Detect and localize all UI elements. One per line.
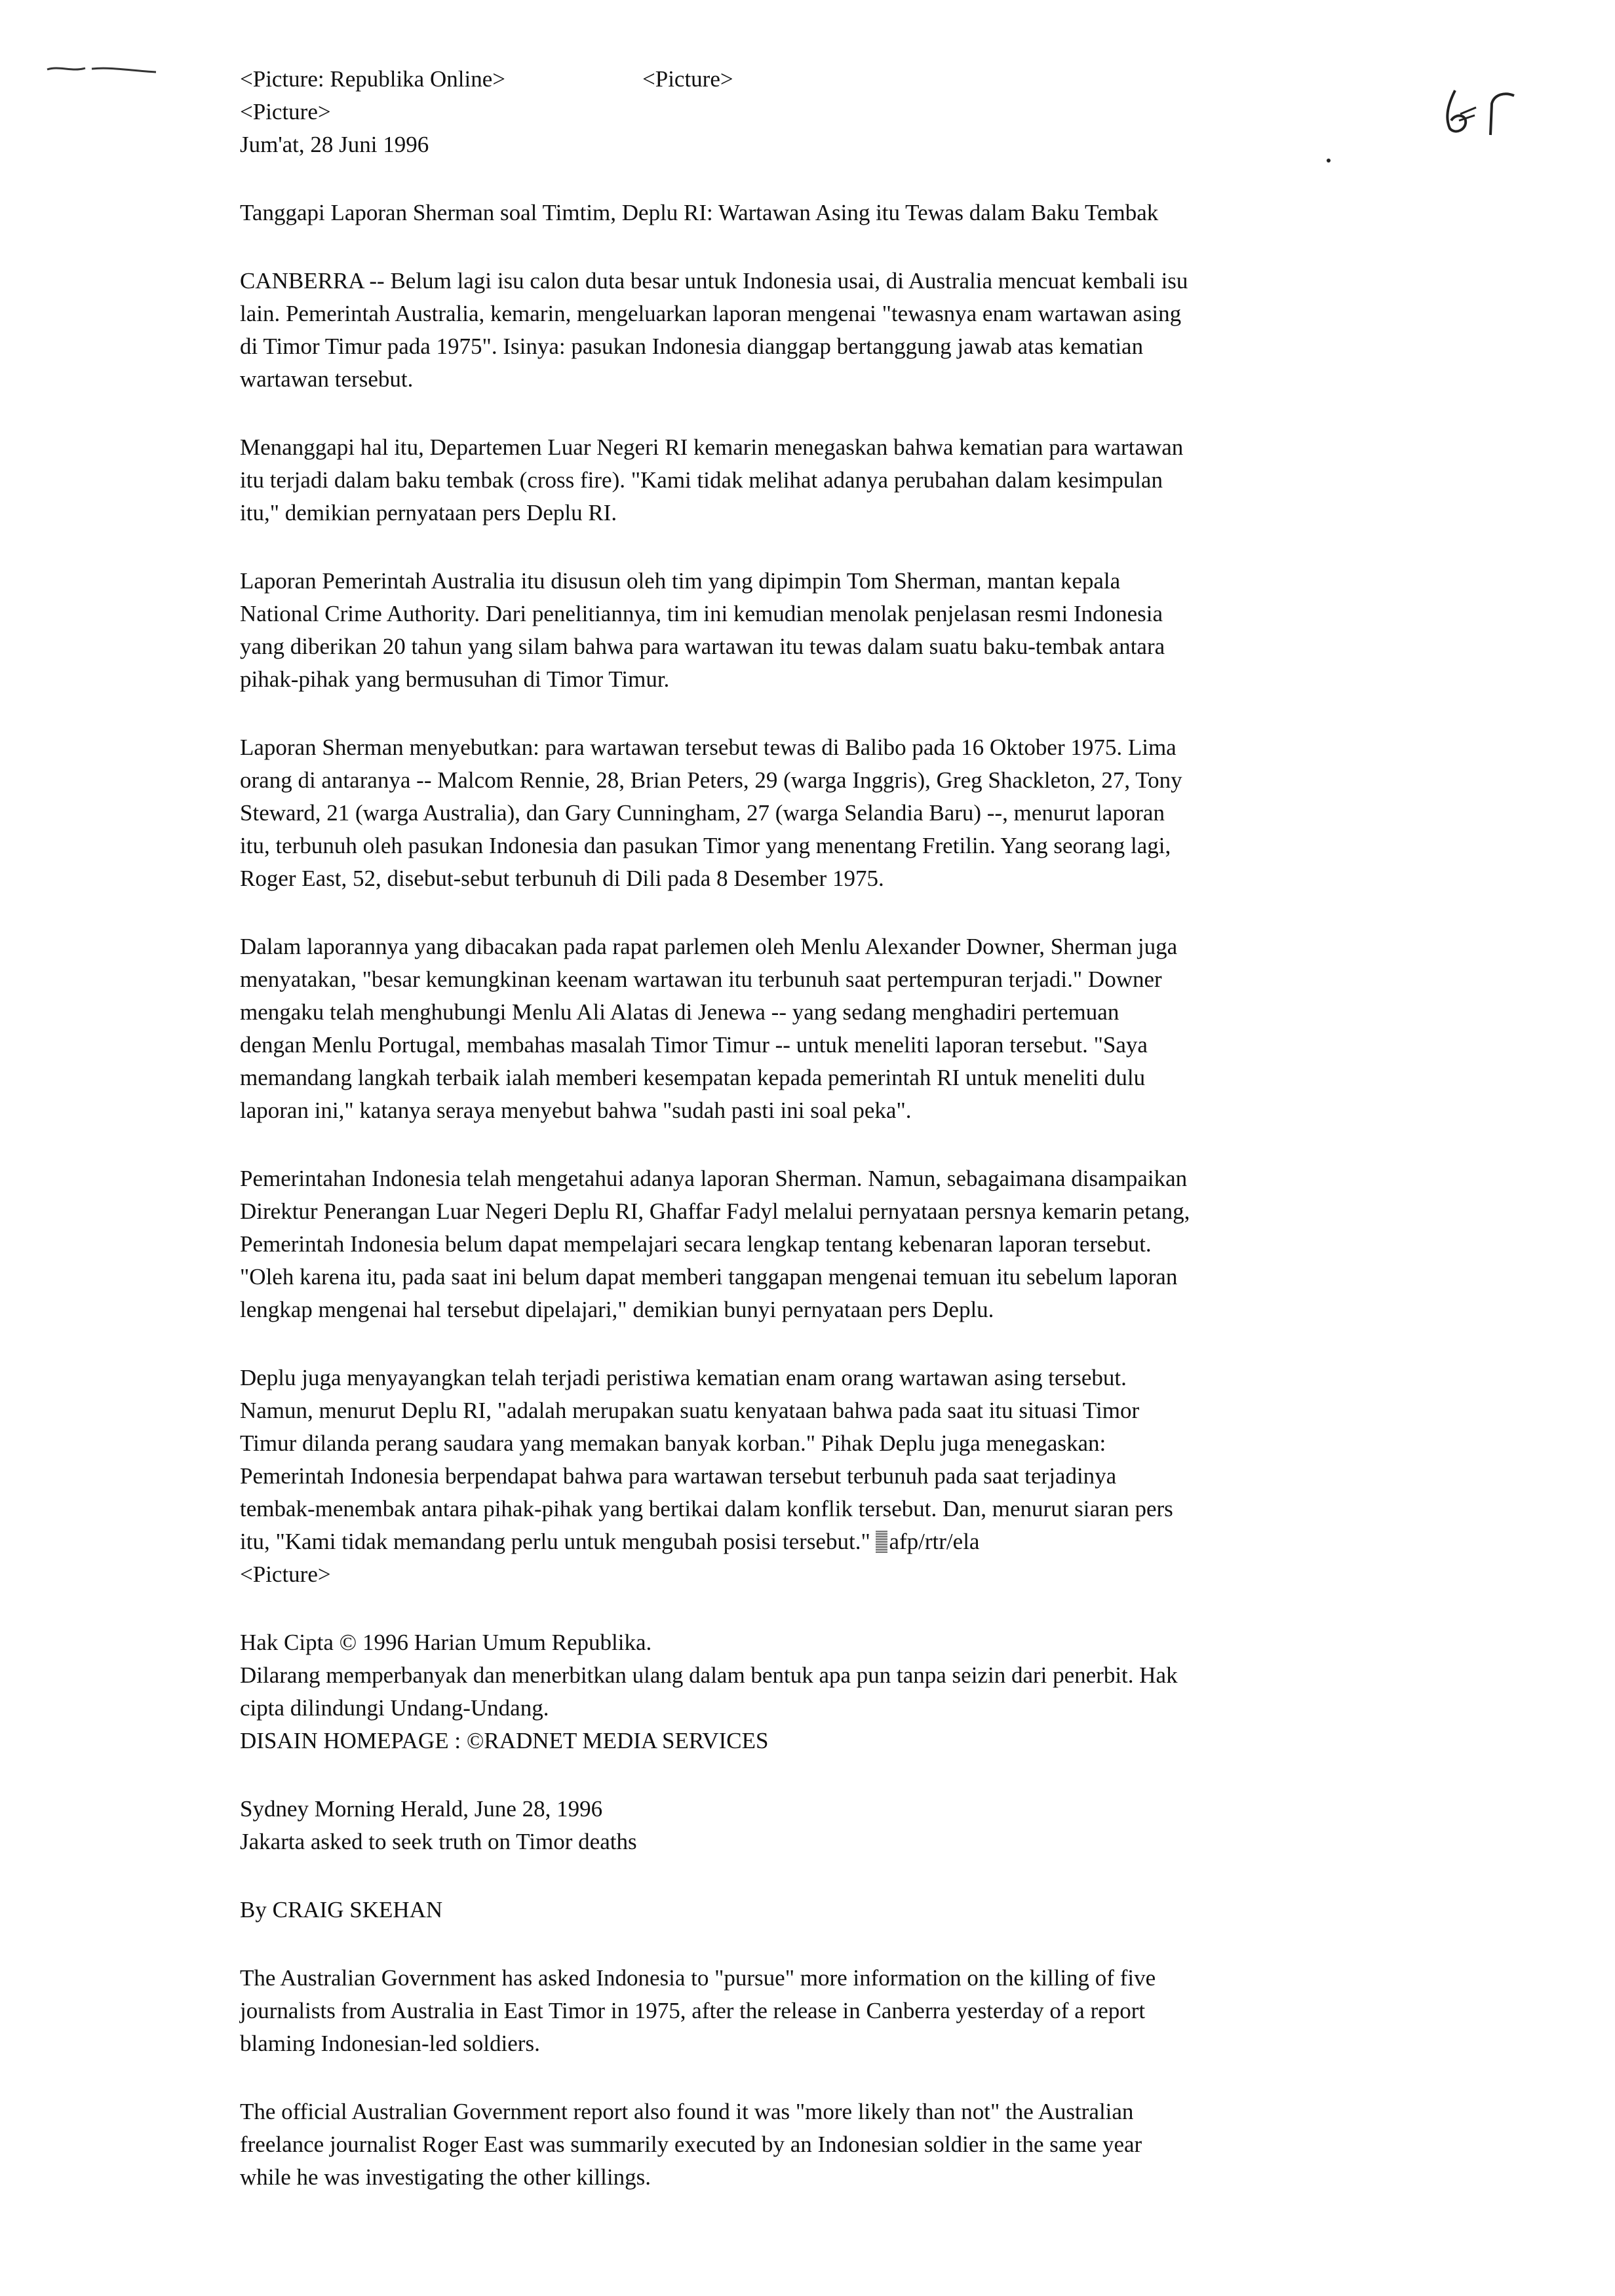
second-article-byline: By CRAIG SKEHAN <box>240 1897 443 1923</box>
text-line: laporan ini," katanya seraya menyebut bahwa "sudah pasti ini soal peka". <box>240 1098 912 1123</box>
text-line: while he was investigating the other killings. <box>240 2164 651 2190</box>
text-line: Namun, menurut Deplu RI, "adalah merupakan suatu kenyataan bahwa pada saat itu situasi Timor <box>240 1398 1140 1423</box>
text-line: "Oleh karena itu, pada saat ini belum dapat memberi tanggapan mengenai temuan itu sebelum laporan <box>240 1264 1178 1290</box>
handwritten-page-mark <box>1435 77 1534 143</box>
text-line: itu," demikian pernyataan pers Deplu RI. <box>240 500 617 526</box>
text-line: DISAIN HOMEPAGE : ©RADNET MEDIA SERVICES <box>240 1728 769 1753</box>
text-line: mengaku telah menghubungi Menlu Ali Alatas di Jenewa -- yang sedang menghadiri pertemuan <box>240 999 1119 1025</box>
last-paragraph <box>240 1362 1393 1525</box>
text-line: pihak-pihak yang bermusuhan di Timor Timur. <box>240 666 670 692</box>
header-picture: <Picture> <box>642 66 733 92</box>
text-line: menyatakan, "besar kemungkinan keenam wartawan itu terbunuh saat pertempuran terjadi." Downer <box>240 966 1162 992</box>
redacted-mark <box>876 1531 887 1553</box>
paragraph <box>240 1362 1393 1525</box>
text-line: dengan Menlu Portugal, membahas masalah Timor Timur -- untuk meneliti laporan tersebut. "Saya <box>240 1032 1148 1058</box>
text-line: Pemerintah Indonesia berpendapat bahwa para wartawan tersebut terbunuh pada saat terjadinya <box>240 1463 1117 1489</box>
text-line: blaming Indonesian-led soldiers. <box>240 2031 540 2056</box>
text-line: di Timor Timur pada 1975". Isinya: pasukan Indonesia dianggap bertanggung jawab atas kematian <box>240 334 1144 359</box>
text-line: Menanggapi hal itu, Departemen Luar Negeri RI kemarin menegaskan bahwa kematian para wartawan <box>240 434 1184 460</box>
paragraph <box>240 731 1393 895</box>
second-article-body <box>240 1962 1393 2194</box>
text-line: journalists from Australia in East Timor in 1975, after the release in Canberra yesterday of a report <box>240 1998 1146 2023</box>
document-page <box>240 63 1393 2229</box>
margin-scribble <box>46 63 157 76</box>
last-line <box>240 1525 1393 1558</box>
text-line: Deplu juga menyayangkan telah terjadi peristiwa kematian enam orang wartawan asing tersebut. <box>240 1365 1127 1390</box>
header-picture-2: <Picture> <box>240 99 331 124</box>
paragraph <box>240 930 1393 1127</box>
text-line: The official Australian Government report also found it was "more likely than not" the Australian <box>240 2099 1134 2124</box>
text-line: Pemerintahan Indonesia telah mengetahui adanya laporan Sherman. Namun, sebagaimana disampaikan <box>240 1166 1188 1191</box>
paragraph <box>240 565 1393 696</box>
text-line: Timur dilanda perang saudara yang memakan banyak korban." Pihak Deplu juga menegaskan: <box>240 1430 1106 1456</box>
copyright-block <box>240 1626 1393 1757</box>
text-line: Pemerintah Indonesia belum dapat mempelajari secara lengkap tentang kebenaran laporan tersebut. <box>240 1231 1152 1257</box>
text-line: memandang langkah terbaik ialah memberi kesempatan kepada pemerintah RI untuk meneliti dulu <box>240 1065 1146 1090</box>
paragraph <box>240 1626 1393 1757</box>
header-row <box>240 63 1393 96</box>
text-line: freelance journalist Roger East was summarily executed by an Indonesian soldier in the same year <box>240 2132 1142 2157</box>
text-line: Roger East, 52, disebut-sebut terbunuh di Dili pada 8 Desember 1975. <box>240 866 884 891</box>
text-line: cipta dilindungi Undang-Undang. <box>240 1695 549 1721</box>
text-line: Steward, 21 (warga Australia), dan Gary Cunningham, 27 (warga Selandia Baru) --, menurut laporan <box>240 800 1165 826</box>
text-line: lain. Pemerintah Australia, kemarin, mengeluarkan laporan mengenai "tewasnya enam wartawan asing <box>240 301 1182 326</box>
paragraph <box>240 1162 1393 1326</box>
text-line: wartawan tersebut. <box>240 366 414 392</box>
text-line: orang di antaranya -- Malcom Rennie, 28, Brian Peters, 29 (warga Inggris), Greg Shackleton, 27, Tony <box>240 767 1182 793</box>
text-line: Direktur Penerangan Luar Negeri Deplu RI, Ghaffar Fadyl melalui pernyataan persnya kemarin petang, <box>240 1198 1190 1224</box>
article-date: Jum'at, 28 Juni 1996 <box>240 132 429 157</box>
header-picture-republika: <Picture: Republika Online> <box>240 66 505 92</box>
last-line-text: itu, "Kami tidak memandang perlu untuk mengubah posisi tersebut." <box>240 1529 876 1554</box>
text-line: CANBERRA -- Belum lagi isu calon duta besar untuk Indonesia usai, di Australia mencuat kembali isu <box>240 268 1188 294</box>
text-line: Laporan Sherman menyebutkan: para wartawan tersebut tewas di Balibo pada 16 Oktober 1975. Lima <box>240 735 1177 760</box>
text-line: itu, terbunuh oleh pasukan Indonesia dan pasukan Timor yang menentang Fretilin. Yang seorang lagi, <box>240 833 1171 858</box>
text-line: Dilarang memperbanyak dan menerbitkan ulang dalam bentuk apa pun tanpa seizin dari penerbit. Hak <box>240 1662 1178 1688</box>
text-line: National Crime Authority. Dari penelitiannya, tim ini kemudian menolak penjelasan resmi Indonesia <box>240 601 1163 626</box>
paragraph <box>240 1962 1393 2060</box>
picture-placeholder: <Picture> <box>240 1561 331 1587</box>
second-article-source: Sydney Morning Herald, June 28, 1996 <box>240 1796 603 1822</box>
second-article-headline: Jakarta asked to seek truth on Timor deaths <box>240 1829 637 1854</box>
text-line: itu terjadi dalam baku tembak (cross fire). "Kami tidak melihat adanya perubahan dalam kesimpulan <box>240 467 1163 493</box>
text-line: Dalam laporannya yang dibacakan pada rapat parlemen oleh Menlu Alexander Downer, Sherman juga <box>240 934 1178 959</box>
text-line: Laporan Pemerintah Australia itu disusun oleh tim yang dipimpin Tom Sherman, mantan kepala <box>240 568 1121 594</box>
paragraph <box>240 265 1393 396</box>
article-title: Tanggapi Laporan Sherman soal Timtim, Deplu RI: Wartawan Asing itu Tewas dalam Baku Tembak <box>240 200 1159 225</box>
text-line: tembak-menembak antara pihak-pihak yang bertikai dalam konflik tersebut. Dan, menurut siaran pers <box>240 1496 1173 1521</box>
text-line: The Australian Government has asked Indonesia to "pursue" more information on the killing of five <box>240 1965 1156 1991</box>
source-credit: afp/rtr/ela <box>889 1529 980 1554</box>
text-line: yang diberikan 20 tahun yang silam bahwa para wartawan itu tewas dalam suatu baku-tembak antara <box>240 634 1165 659</box>
paragraph <box>240 2095 1393 2194</box>
paragraph <box>240 431 1393 529</box>
article-body <box>240 265 1393 1326</box>
text-line: Hak Cipta © 1996 Harian Umum Republika. <box>240 1630 652 1655</box>
text-line: lengkap mengenai hal tersebut dipelajari," demikian bunyi pernyataan pers Deplu. <box>240 1297 994 1322</box>
